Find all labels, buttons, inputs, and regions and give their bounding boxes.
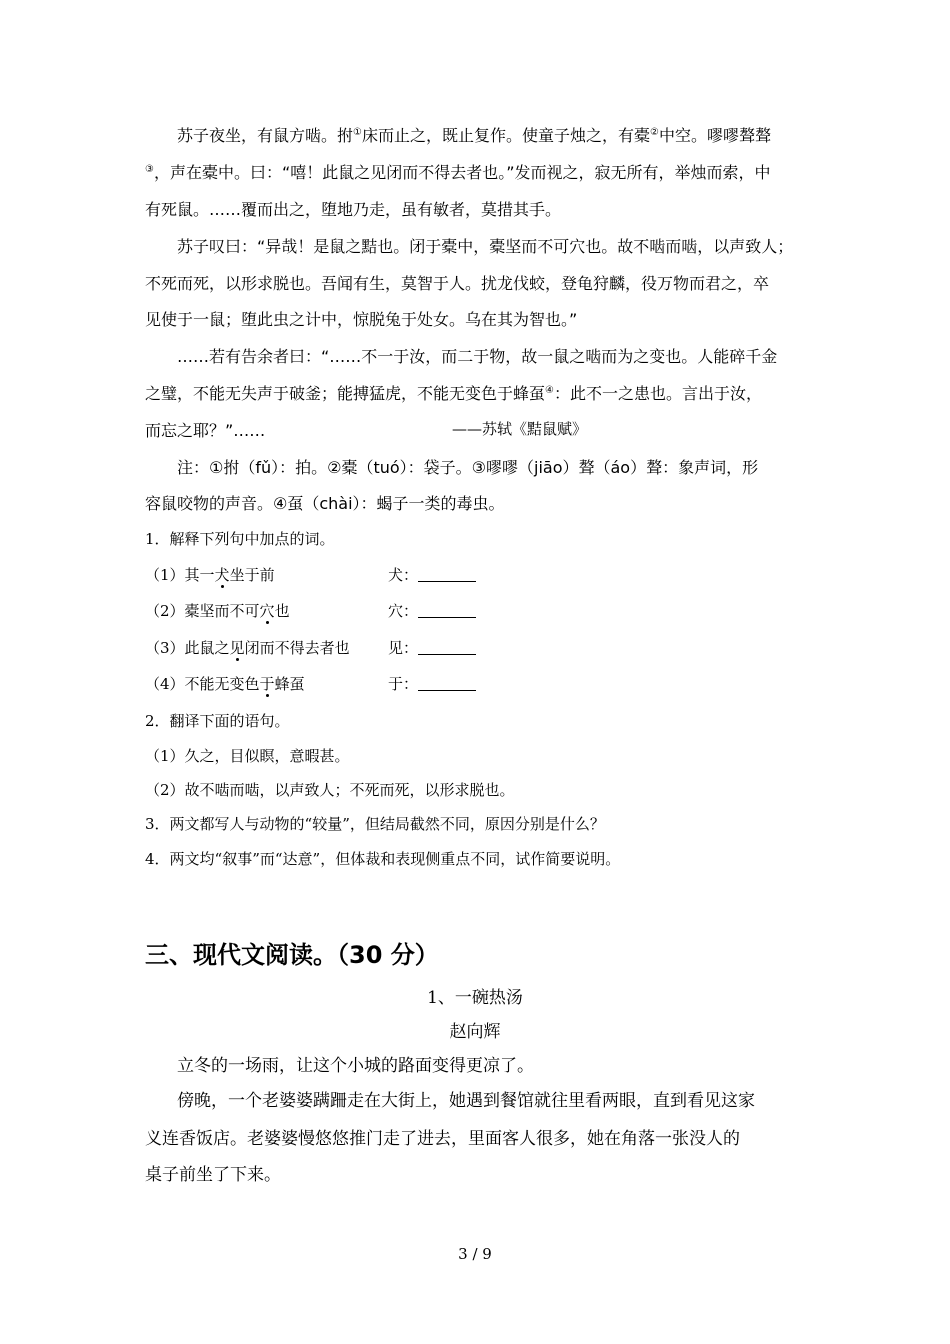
q2-item: （2）故不啮而啮，以声致人；不死而死，以形求脱也。 — [145, 781, 515, 799]
question-2: 2．翻译下面的语句。 — [145, 712, 290, 730]
answer-blank[interactable]: 穴： — [388, 600, 476, 621]
source-citation: ——苏轼《黠鼠赋》 — [452, 420, 588, 438]
passage-line: 苏子叹曰：“异哉！是鼠之黠也。闭于橐中，橐坚而不可穴也。故不啮而啮，以声致人； — [177, 237, 794, 256]
passage-line: 见使于一鼠；堕此虫之计中，惊脱兔于处女。乌在其为智也。” — [145, 310, 578, 329]
article-paragraph: 桌子前坐了下来。 — [145, 1165, 281, 1185]
question-3: 3．两文都写人与动物的“较量”，但结局截然不同，原因分别是什么？ — [145, 815, 605, 833]
passage-line: 不死而死，以形求脱也。吾闻有生，莫智于人。扰龙伐蛟，登龟狩麟，役万物而君之，卒 — [145, 274, 770, 293]
passage-line: 苏子夜坐，有鼠方啮。拊①床而止之，既止复作。使童子烛之，有橐②中空。嘐嘐聱聱 — [177, 126, 771, 145]
q1-item: （1）其一犬坐于前 — [145, 566, 275, 584]
annotation-line: 容鼠咬物的声音。④虿（chài）：蝎子一类的毒虫。 — [145, 494, 505, 513]
article-author: 赵向辉 — [449, 1022, 501, 1042]
article-title: 1、一碗热汤 — [427, 988, 523, 1008]
article-paragraph: 立冬的一场雨，让这个小城的路面变得更凉了。 — [177, 1056, 534, 1076]
section-heading: 三、现代文阅读。（30 分） — [145, 941, 439, 969]
article-paragraph: 傍晚，一个老婆婆蹒跚走在大街上，她遇到餐馆就往里看两眼，直到看见这家 — [177, 1091, 755, 1111]
passage-line: ……若有告余者曰：“……不一于汝，而二于物，故一鼠之啮而为之变也。人能碎千金 — [177, 347, 778, 366]
q1-item: （4）不能无变色于蜂虿 — [145, 675, 305, 693]
q2-item: （1）久之，目似瞑，意暇甚。 — [145, 747, 350, 765]
q1-item: （3）此鼠之见闭而不得去者也 — [145, 639, 350, 657]
question-4: 4．两文均“叙事”而“达意”，但体裁和表现侧重点不同，试作简要说明。 — [145, 850, 621, 868]
q1-item: （2）橐坚而不可穴也 — [145, 602, 290, 620]
annotation-line: 注：①拊（fǔ）：拍。②橐（tuó）：袋子。③嘐嘐（jiāo）聱（áo）聱：象声词，形 — [177, 458, 759, 477]
article-paragraph: 义连香饭店。老婆婆慢悠悠推门走了进去，里面客人很多，她在角落一张没人的 — [145, 1129, 740, 1149]
answer-blank[interactable]: 犬： — [388, 564, 476, 585]
passage-line: ③，声在橐中。曰：“嘻！此鼠之见闭而不得去者也。”发而视之，寂无所有，举烛而索，中 — [145, 163, 771, 182]
question-1: 1．解释下列句中加点的词。 — [145, 530, 335, 548]
passage-line: 之璧，不能无失声于破釜；能搏猛虎，不能无变色于蜂虿④：此不一之患也。言出于汝， — [145, 384, 762, 403]
page-number: 3 / 9 — [458, 1245, 492, 1263]
answer-blank[interactable]: 于： — [388, 673, 476, 694]
passage-line: 有死鼠。……覆而出之，堕地乃走，虽有敏者，莫措其手。 — [145, 200, 562, 219]
passage-line: 而忘之耶？”…… — [145, 421, 266, 440]
answer-blank[interactable]: 见： — [388, 637, 476, 658]
